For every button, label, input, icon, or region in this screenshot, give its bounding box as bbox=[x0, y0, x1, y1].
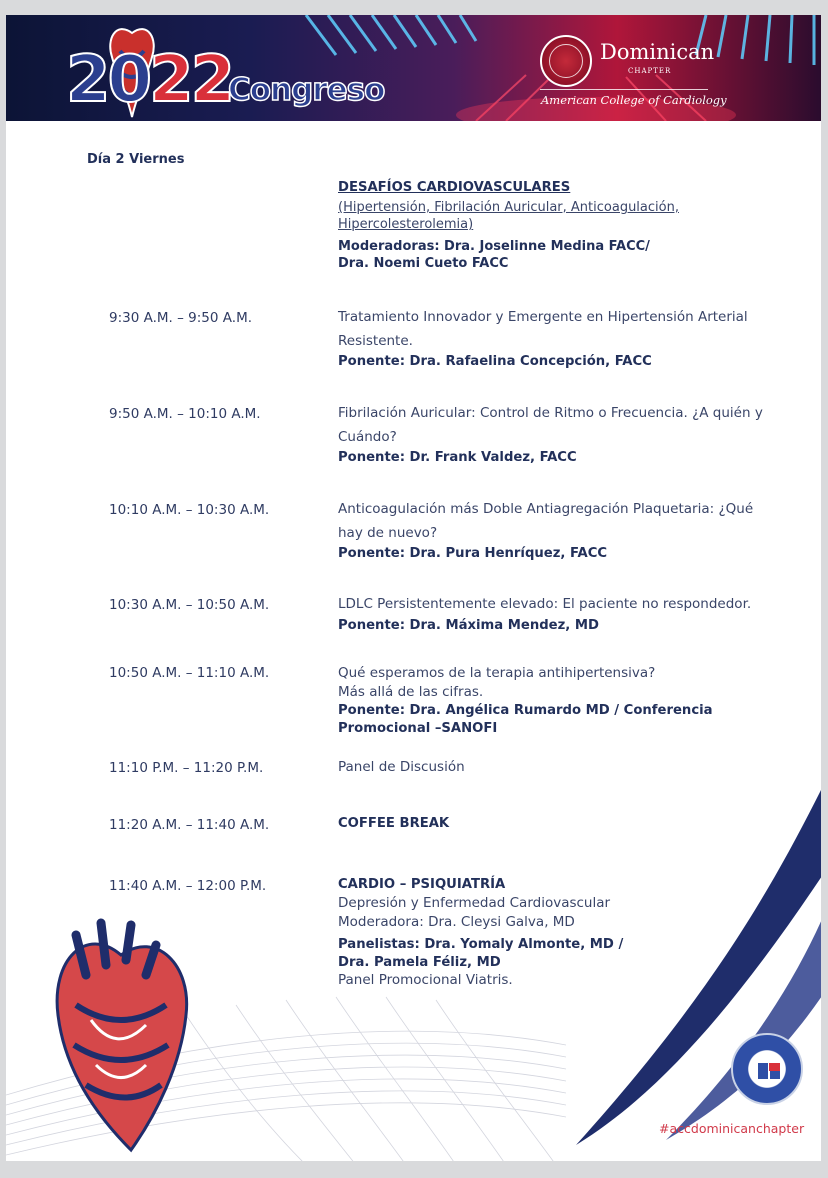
session-moderators bbox=[338, 238, 758, 272]
schedule-item bbox=[338, 498, 778, 563]
slot-time: 10:10 A.M. – 10:30 A.M. bbox=[109, 502, 270, 518]
slot-title-line-1: Qué esperamos de la terapia antihipertensiva? bbox=[338, 665, 656, 681]
slot-speaker: Ponente: Dra. Rafaelina Concepción, FACC bbox=[338, 354, 652, 369]
slot-subtitle: Depresión y Enfermedad Cardiovascular bbox=[338, 895, 611, 911]
slot-title-line-2: Más allá de las cifras. bbox=[338, 684, 484, 700]
slot-title: COFFEE BREAK bbox=[338, 816, 450, 831]
schedule-item bbox=[338, 306, 758, 371]
anatomical-heart-illustration bbox=[46, 915, 196, 1155]
slot-time: 11:10 P.M. – 11:20 P.M. bbox=[109, 760, 264, 776]
chapter-seal-icon bbox=[540, 35, 592, 87]
slot-moderator: Moderadora: Dra. Cleysi Galva, MD bbox=[338, 914, 575, 930]
session-topics: (Hipertensión, Fibrilación Auricular, Anticoagulación, Hipercolesterolemia) bbox=[338, 200, 679, 232]
header-banner bbox=[6, 15, 821, 121]
slot-time: 9:50 A.M. – 10:10 A.M. bbox=[109, 406, 261, 422]
schedule-item bbox=[338, 593, 808, 635]
session-moderators-line-1: Moderadoras: Dra. Joselinne Medina FACC/ bbox=[338, 239, 650, 254]
chapter-divider bbox=[540, 89, 708, 90]
slot-panelists-line-2: Dra. Pamela Féliz, MD bbox=[338, 955, 501, 970]
slot-speaker-line-1: Ponente: Dra. Angélica Rumardo MD / Conferencia bbox=[338, 703, 713, 718]
slot-time: 10:30 A.M. – 10:50 A.M. bbox=[109, 597, 270, 613]
chapter-name: Dominican bbox=[600, 40, 715, 64]
slot-title: Fibrilación Auricular: Control de Ritmo o Frecuencia. ¿A quién y Cuándo? bbox=[338, 405, 763, 445]
society-seal-icon bbox=[731, 1033, 803, 1105]
session-title: DESAFÍOS CARDIOVASCULARES bbox=[338, 180, 571, 195]
schedule-item bbox=[338, 402, 768, 467]
schedule-item bbox=[338, 876, 808, 988]
session-moderators-line-2: Dra. Noemi Cueto FACC bbox=[338, 256, 509, 271]
slot-title: CARDIO – PSIQUIATRÍA bbox=[338, 877, 506, 892]
schedule-item bbox=[338, 815, 808, 833]
slot-title: Tratamiento Innovador y Emergente en Hipertensión Arterial Resistente. bbox=[338, 309, 748, 349]
slot-time: 11:40 A.M. – 12:00 P.M. bbox=[109, 878, 267, 894]
logo-congreso: Congreso bbox=[228, 72, 385, 108]
slot-time: 9:30 A.M. – 9:50 A.M. bbox=[109, 310, 253, 326]
logo-2022 bbox=[66, 45, 232, 115]
schedule-item bbox=[338, 664, 808, 738]
logo-year-part-1: 20 bbox=[66, 43, 150, 117]
slot-title: Anticoagulación más Doble Antiagregación Plaquetaria: ¿Qué hay de nuevo? bbox=[338, 501, 754, 541]
schedule-item bbox=[338, 756, 808, 780]
slot-speaker: Ponente: Dra. Pura Henríquez, FACC bbox=[338, 546, 608, 561]
slot-panelists-line-1: Panelistas: Dra. Yomaly Almonte, MD / bbox=[338, 937, 624, 952]
slot-time: 11:20 A.M. – 11:40 A.M. bbox=[109, 817, 270, 833]
slot-time: 10:50 A.M. – 11:10 A.M. bbox=[109, 665, 270, 681]
program-page bbox=[6, 15, 821, 1161]
slot-title: LDLC Persistentemente elevado: El paciente no respondedor. bbox=[338, 596, 752, 612]
chapter-label: CHAPTER bbox=[628, 67, 672, 75]
hashtag: #accdominicanchapter bbox=[659, 1121, 805, 1136]
slot-promo: Panel Promocional Viatris. bbox=[338, 972, 513, 988]
slot-title: Panel de Discusión bbox=[338, 759, 465, 775]
day-title: Día 2 Viernes bbox=[87, 152, 185, 167]
slot-speaker-line-2: Promocional –SANOFI bbox=[338, 721, 498, 736]
slot-speaker: Ponente: Dr. Frank Valdez, FACC bbox=[338, 450, 577, 465]
slot-speaker: Ponente: Dra. Máxima Mendez, MD bbox=[338, 617, 599, 633]
logo-year-part-2: 22 bbox=[149, 43, 233, 117]
chapter-organization: American College of Cardiology bbox=[541, 93, 727, 107]
